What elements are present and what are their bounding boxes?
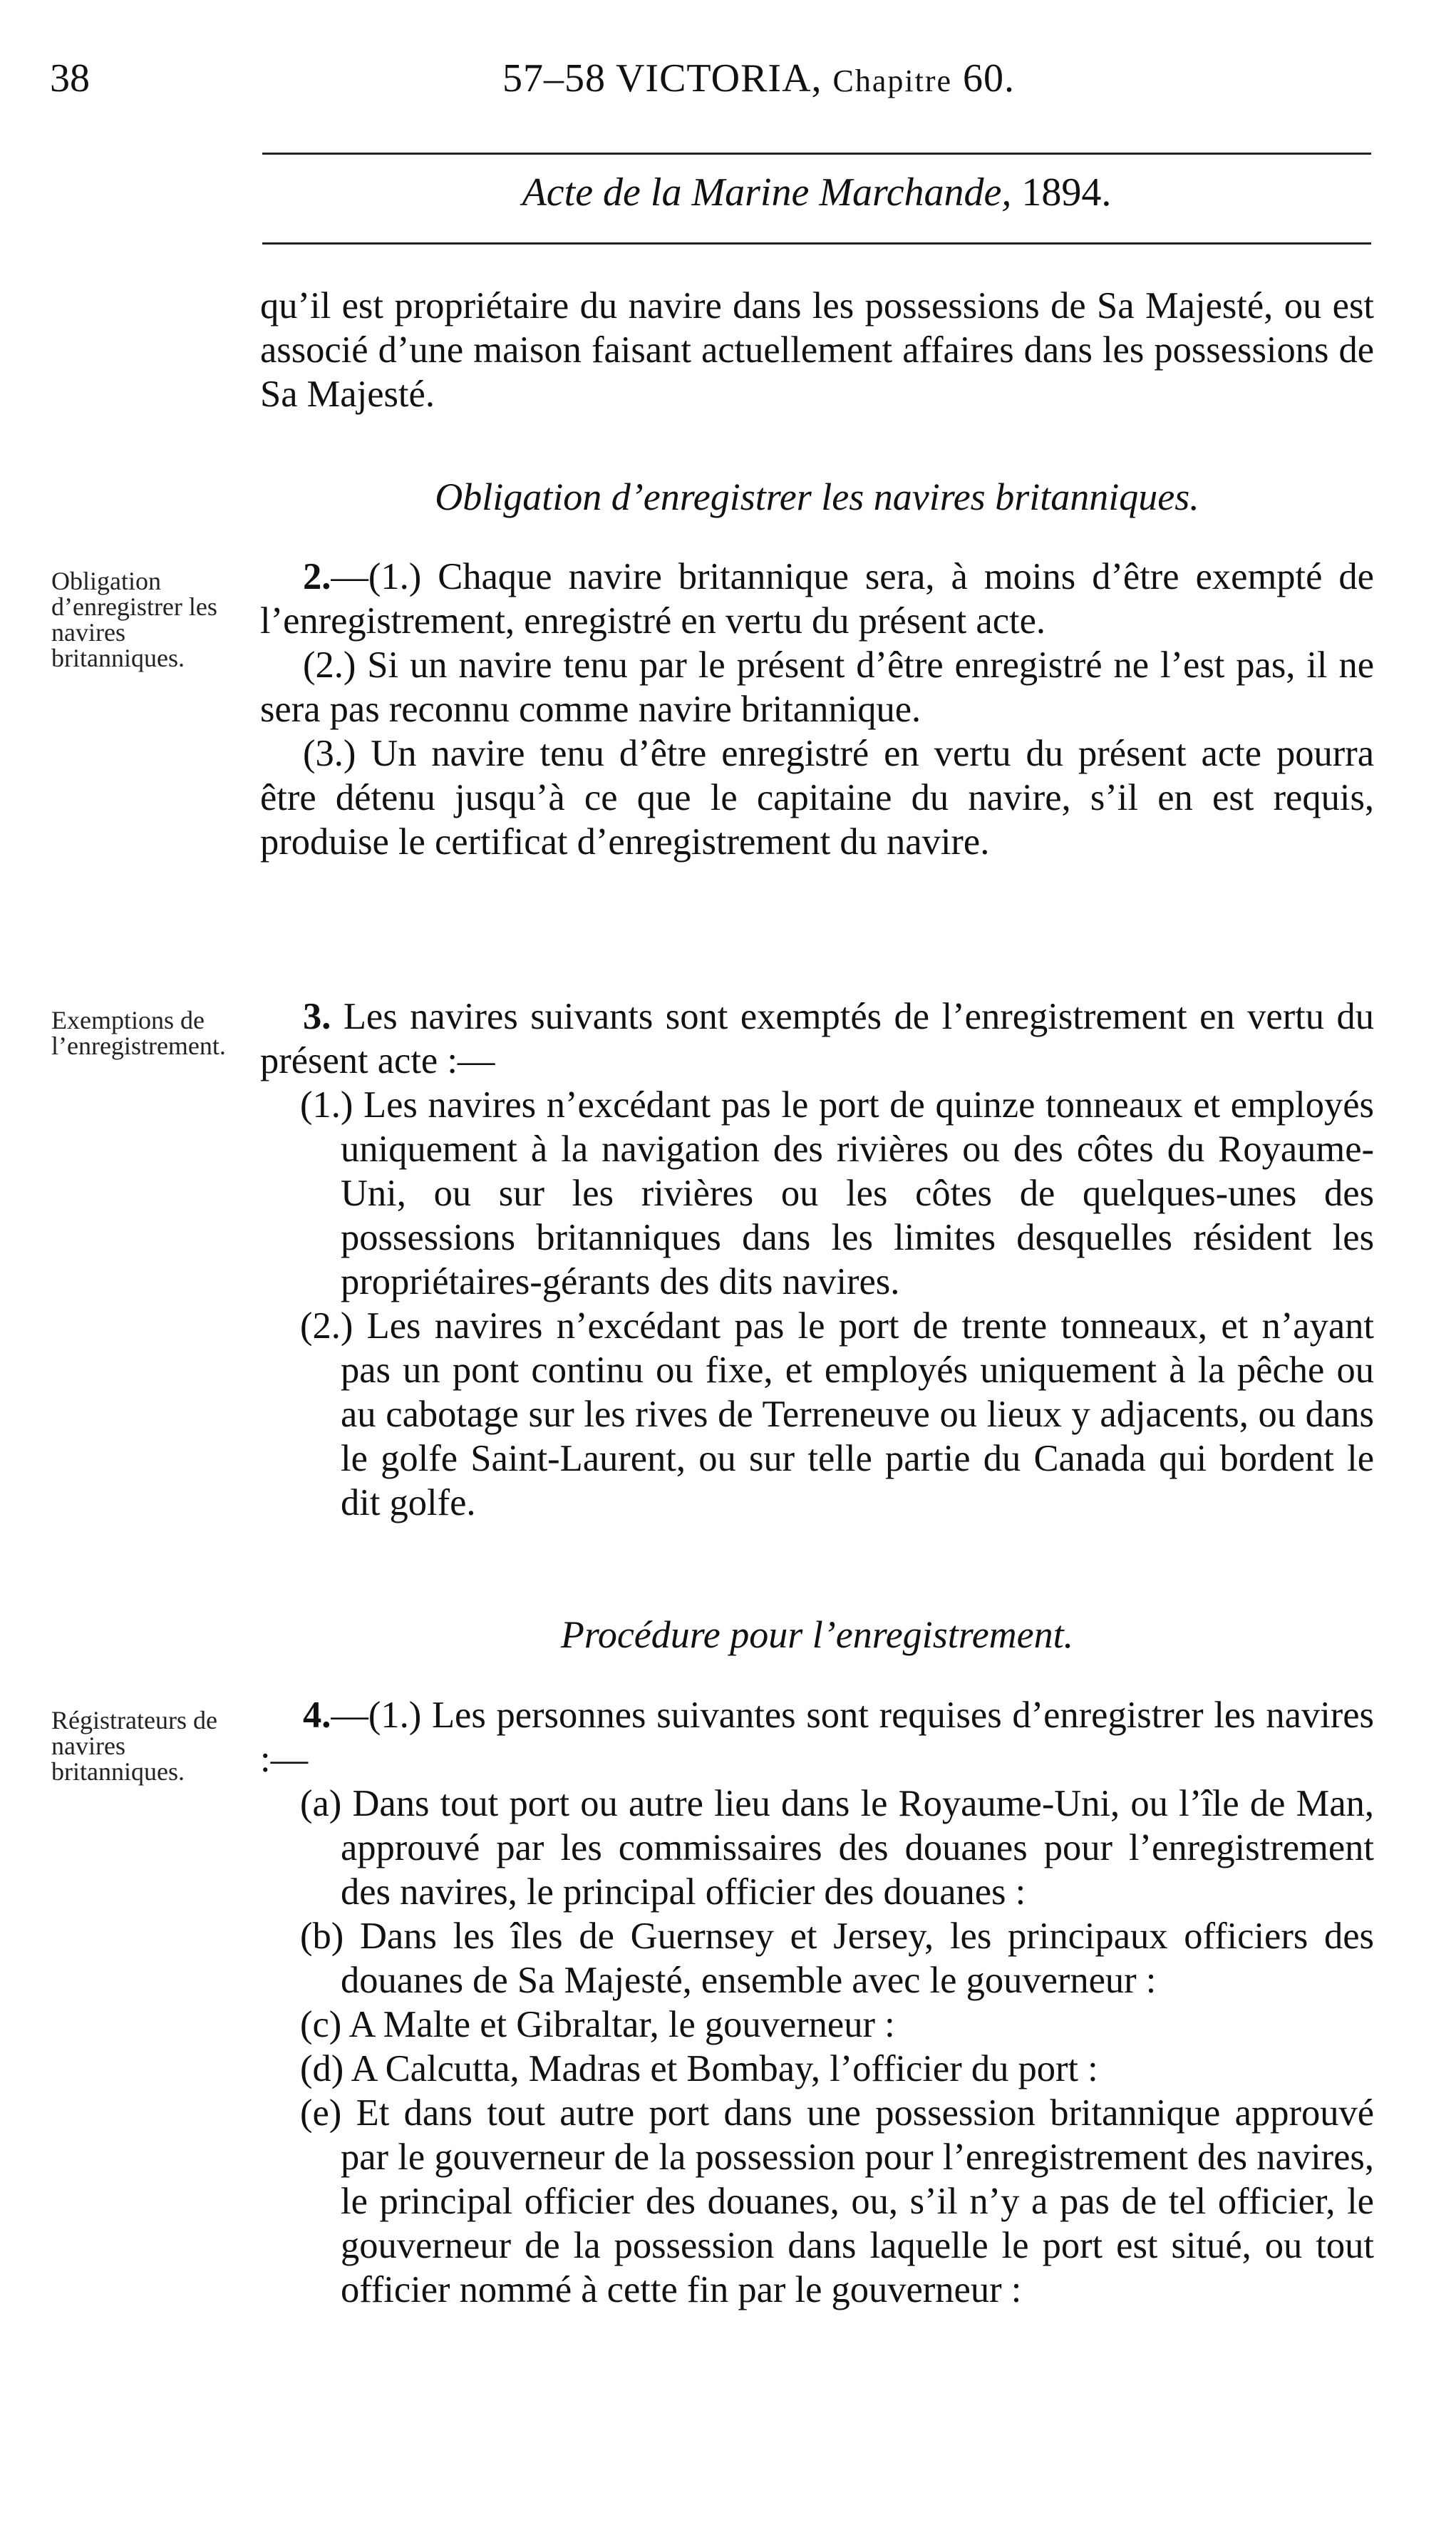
intro-text: qu’il est propriétaire du navire dans les possessions de Sa Majesté, ou est associé d’une maison faisant actuellement affaires dans les possessions de Sa Majesté. [260, 285, 1374, 415]
section-2-para-3: (3.) Un navire tenu d’être enregistré en vertu du présent acte pourra être détenu jusqu’à ce que le capitaine du navire, s’il en est requis, produise le certificat d’enregistrement du navire. [260, 733, 1374, 863]
section-2-para-2: (2.) Si un navire tenu par le présent d’être enregistré ne l’est pas, il ne sera pas reconnu comme navire britannique. [260, 644, 1374, 730]
section-3-intro [260, 994, 1374, 1083]
section-4-item-a: (a) Dans tout port ou autre lieu dans le Royaume-Uni, ou l’île de Man, approuvé par les commissaires des douanes pour l’enregistrement des navires, le principal officier des douanes : [300, 1783, 1374, 1913]
section-2 [260, 555, 1374, 864]
running-head-main: 57–58 VICTORIA, [502, 56, 833, 101]
section-4-item-d: (d) A Calcutta, Madras et Bombay, l’officier du port : [300, 2048, 1098, 2089]
section-3-number: 3. [303, 996, 331, 1037]
section-4-item-c: (c) A Malte et Gibraltar, le gouverneur : [300, 2004, 895, 2045]
section-4-intro-text: —(1.) Les personnes suivantes sont requises d’enregistrer les navires :— [260, 1695, 1374, 1780]
act-title [262, 170, 1371, 215]
section-3-intro-text: Les navires suivants sont exemptés de l’enregistrement en vertu du présent acte :— [260, 996, 1374, 1081]
section-4-intro [260, 1693, 1374, 1781]
section-title-procedure: Procédure pour l’enregistrement. [560, 1613, 1074, 1656]
section-title-obligation: Obligation d’enregistrer les navires britanniques. [435, 475, 1199, 518]
section-2-number: 2. [303, 556, 331, 597]
section-4 [260, 1693, 1374, 2312]
page-number: 38 [50, 56, 90, 101]
running-head [502, 56, 1015, 101]
margin-note-exemptions: Exemptions de l’enregistrement. [51, 1006, 226, 1060]
intro-paragraph [260, 284, 1374, 416]
header-rule-bottom [262, 242, 1371, 245]
header-rule-top [262, 153, 1371, 155]
section-3-item-1: (1.) Les navires n’excédant pas le port de quinze tonneaux et employés uniquement à la navigation des rivières ou des côtes du Royaume-Uni, ou sur les rivières ou les côtes de quelques-unes des possessions britanniques dans les limites desquelles résident les propriétaires-gérants des dits navires. [300, 1084, 1374, 1302]
section-4-number: 4. [303, 1695, 331, 1736]
section-4-item-b: (b) Dans les îles de Guernsey et Jersey, les principaux officiers des douanes de Sa Majesté, ensemble avec le gouverneur : [300, 1916, 1374, 2001]
margin-note-registrars: Régistrateurs de navires britanniques. [51, 1706, 217, 1786]
running-head-number: 60. [952, 56, 1016, 101]
margin-note-obligation: Obligation d’enregistrer les navires britanniques. [51, 567, 217, 672]
section-2-para-1-text: —(1.) Chaque navire britannique sera, à moins d’être exempté de l’enregistrement, enregistré en vertu du présent acte. [260, 556, 1374, 642]
section-3 [260, 994, 1374, 1525]
act-year: 1894. [1011, 170, 1112, 215]
act-title-italic: Acte de la Marine Marchande, [522, 170, 1012, 215]
section-2-para-1 [260, 555, 1374, 643]
running-head-chapter: Chapitre [832, 63, 953, 98]
section-4-item-e: (e) Et dans tout autre port dans une possession britannique approuvé par le gouverneur de la possession pour l’enregistrement des navires, le principal officier des douanes, ou, s’il n’y a pas de tel officier, le gouverneur de la possession dans laquelle le port est situé, ou tout officier nommé à cette fin par le gouverneur : [300, 2092, 1374, 2310]
section-3-item-2: (2.) Les navires n’excédant pas le port de trente tonneaux, et n’ayant pas un pont continu ou fixe, et employés uniquement à la pêche ou au cabotage sur les rives de Terreneuve ou lieux y adjacents, ou dans le golfe Saint-Laurent, ou sur telle partie du Canada qui bordent le dit golfe. [300, 1305, 1374, 1523]
